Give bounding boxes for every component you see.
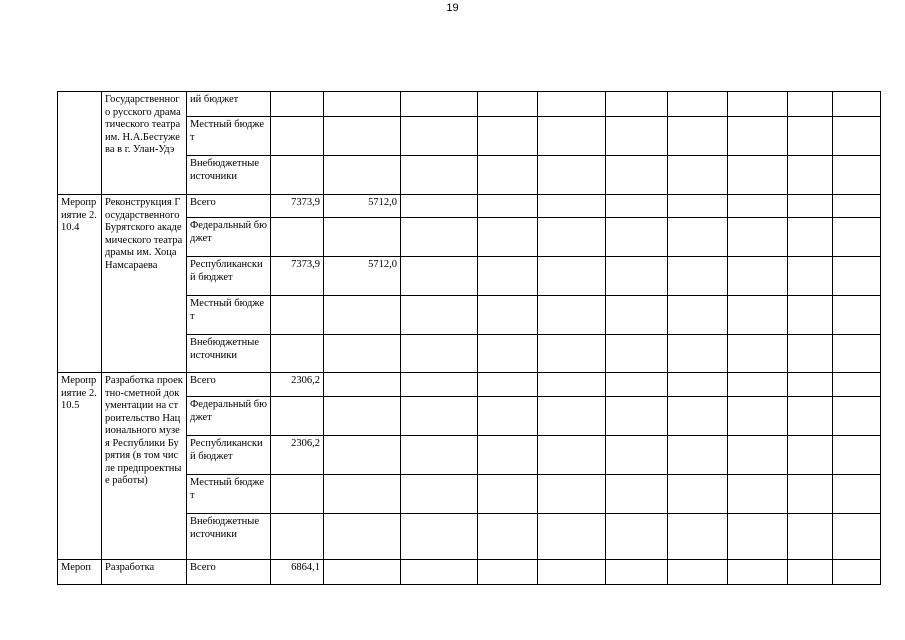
empty-cell xyxy=(606,92,668,117)
empty-cell xyxy=(401,195,478,218)
event-name-cell: Разработка проектно-сметной документации на строительство Национального музея Республики Бурятия (в том числе предпроектные работы) xyxy=(102,373,187,560)
empty-cell xyxy=(788,397,833,436)
empty-cell xyxy=(606,117,668,156)
value-cell xyxy=(324,218,401,257)
event-code-cell: Мероп xyxy=(58,560,102,585)
empty-cell xyxy=(401,92,478,117)
empty-cell xyxy=(788,475,833,514)
empty-cell xyxy=(668,296,728,335)
empty-cell xyxy=(833,92,881,117)
empty-cell xyxy=(606,514,668,560)
empty-cell xyxy=(478,514,538,560)
empty-cell xyxy=(668,373,728,397)
source-cell: Местный бюджет xyxy=(187,117,271,156)
budget-table xyxy=(57,91,881,585)
empty-cell xyxy=(728,436,788,475)
value-cell xyxy=(324,117,401,156)
empty-cell xyxy=(833,397,881,436)
value-cell: 6864,1 xyxy=(271,560,324,585)
empty-cell xyxy=(401,560,478,585)
empty-cell xyxy=(668,436,728,475)
source-cell: Всего xyxy=(187,373,271,397)
source-cell: Всего xyxy=(187,560,271,585)
empty-cell xyxy=(401,156,478,195)
event-name-cell: Разработка xyxy=(102,560,187,585)
empty-cell xyxy=(538,335,606,373)
event-code-cell: Мероприятие 2.10.4 xyxy=(58,195,102,373)
empty-cell xyxy=(668,335,728,373)
value-cell: 2306,2 xyxy=(271,373,324,397)
value-cell xyxy=(271,475,324,514)
value-cell xyxy=(271,117,324,156)
empty-cell xyxy=(478,195,538,218)
empty-cell xyxy=(478,296,538,335)
empty-cell xyxy=(788,335,833,373)
source-cell: Республиканский бюджет xyxy=(187,257,271,296)
empty-cell xyxy=(833,335,881,373)
empty-cell xyxy=(401,475,478,514)
empty-cell xyxy=(606,195,668,218)
empty-cell xyxy=(478,92,538,117)
value-cell xyxy=(271,218,324,257)
source-cell: Внебюджетные источники xyxy=(187,156,271,195)
empty-cell xyxy=(788,436,833,475)
empty-cell xyxy=(606,560,668,585)
value-cell xyxy=(324,436,401,475)
empty-cell xyxy=(538,218,606,257)
empty-cell xyxy=(401,397,478,436)
empty-cell xyxy=(728,257,788,296)
page-number: 19 xyxy=(446,2,459,14)
source-cell: Всего xyxy=(187,195,271,218)
empty-cell xyxy=(668,397,728,436)
empty-cell xyxy=(538,514,606,560)
empty-cell xyxy=(728,475,788,514)
event-code-cell: Мероприятие 2.10.5 xyxy=(58,373,102,560)
empty-cell xyxy=(788,218,833,257)
value-cell xyxy=(324,92,401,117)
value-cell xyxy=(271,156,324,195)
empty-cell xyxy=(478,475,538,514)
empty-cell xyxy=(833,560,881,585)
empty-cell xyxy=(538,92,606,117)
empty-cell xyxy=(538,373,606,397)
value-cell xyxy=(324,560,401,585)
table-row xyxy=(58,195,881,218)
empty-cell xyxy=(538,195,606,218)
empty-cell xyxy=(788,560,833,585)
empty-cell xyxy=(401,117,478,156)
empty-cell xyxy=(728,92,788,117)
source-cell: Местный бюджет xyxy=(187,475,271,514)
empty-cell xyxy=(401,436,478,475)
empty-cell xyxy=(833,156,881,195)
empty-cell xyxy=(401,373,478,397)
value-cell xyxy=(324,475,401,514)
value-cell xyxy=(324,156,401,195)
empty-cell xyxy=(728,117,788,156)
value-cell xyxy=(271,397,324,436)
empty-cell xyxy=(788,156,833,195)
empty-cell xyxy=(668,475,728,514)
empty-cell xyxy=(833,257,881,296)
empty-cell xyxy=(788,373,833,397)
empty-cell xyxy=(478,436,538,475)
empty-cell xyxy=(833,218,881,257)
empty-cell xyxy=(538,475,606,514)
value-cell xyxy=(324,514,401,560)
value-cell xyxy=(271,92,324,117)
table-row xyxy=(58,373,881,397)
value-cell: 5712,0 xyxy=(324,195,401,218)
empty-cell xyxy=(606,296,668,335)
empty-cell xyxy=(478,156,538,195)
empty-cell xyxy=(668,218,728,257)
event-name-cell: Государственного русского драматического театра им. Н.А.Бестужева в г. Улан-Удэ xyxy=(102,92,187,195)
table-row xyxy=(58,92,881,117)
empty-cell xyxy=(401,296,478,335)
value-cell xyxy=(324,335,401,373)
empty-cell xyxy=(401,335,478,373)
empty-cell xyxy=(478,373,538,397)
empty-cell xyxy=(833,436,881,475)
empty-cell xyxy=(833,514,881,560)
empty-cell xyxy=(728,296,788,335)
empty-cell xyxy=(788,92,833,117)
empty-cell xyxy=(668,514,728,560)
value-cell xyxy=(324,373,401,397)
empty-cell xyxy=(401,257,478,296)
source-cell: Федеральный бюджет xyxy=(187,218,271,257)
empty-cell xyxy=(728,560,788,585)
empty-cell xyxy=(538,296,606,335)
empty-cell xyxy=(833,475,881,514)
value-cell xyxy=(271,514,324,560)
value-cell: 2306,2 xyxy=(271,436,324,475)
empty-cell xyxy=(606,335,668,373)
empty-cell xyxy=(401,514,478,560)
table-row xyxy=(58,560,881,585)
empty-cell xyxy=(401,218,478,257)
empty-cell xyxy=(728,156,788,195)
empty-cell xyxy=(478,218,538,257)
source-cell: Внебюджетные источники xyxy=(187,335,271,373)
value-cell: 7373,9 xyxy=(271,195,324,218)
empty-cell xyxy=(538,560,606,585)
empty-cell xyxy=(538,117,606,156)
empty-cell xyxy=(728,397,788,436)
value-cell: 5712,0 xyxy=(324,257,401,296)
empty-cell xyxy=(728,373,788,397)
value-cell xyxy=(324,296,401,335)
value-cell xyxy=(271,296,324,335)
source-cell: Республиканский бюджет xyxy=(187,436,271,475)
empty-cell xyxy=(833,195,881,218)
source-cell: Федеральный бюджет xyxy=(187,397,271,436)
value-cell xyxy=(324,397,401,436)
empty-cell xyxy=(728,195,788,218)
empty-cell xyxy=(788,195,833,218)
empty-cell xyxy=(606,218,668,257)
empty-cell xyxy=(668,560,728,585)
empty-cell xyxy=(728,218,788,257)
event-name-cell: Реконструкция Государственного Бурятского академического театра драмы им. Хоца Намсараева xyxy=(102,195,187,373)
empty-cell xyxy=(833,117,881,156)
empty-cell xyxy=(478,117,538,156)
empty-cell xyxy=(606,257,668,296)
empty-cell xyxy=(606,397,668,436)
source-cell: ий бюджет xyxy=(187,92,271,117)
empty-cell xyxy=(728,514,788,560)
empty-cell xyxy=(668,257,728,296)
empty-cell xyxy=(606,373,668,397)
event-code-cell xyxy=(58,92,102,195)
empty-cell xyxy=(538,436,606,475)
source-cell: Местный бюджет xyxy=(187,296,271,335)
empty-cell xyxy=(788,296,833,335)
empty-cell xyxy=(833,296,881,335)
empty-cell xyxy=(728,335,788,373)
empty-cell xyxy=(788,257,833,296)
empty-cell xyxy=(668,92,728,117)
empty-cell xyxy=(478,397,538,436)
empty-cell xyxy=(538,257,606,296)
empty-cell xyxy=(788,117,833,156)
empty-cell xyxy=(606,436,668,475)
empty-cell xyxy=(478,560,538,585)
empty-cell xyxy=(478,335,538,373)
empty-cell xyxy=(606,475,668,514)
source-cell: Внебюджетные источники xyxy=(187,514,271,560)
empty-cell xyxy=(668,156,728,195)
empty-cell xyxy=(478,257,538,296)
empty-cell xyxy=(606,156,668,195)
value-cell: 7373,9 xyxy=(271,257,324,296)
empty-cell xyxy=(538,397,606,436)
empty-cell xyxy=(833,373,881,397)
empty-cell xyxy=(788,514,833,560)
empty-cell xyxy=(668,117,728,156)
empty-cell xyxy=(538,156,606,195)
empty-cell xyxy=(668,195,728,218)
value-cell xyxy=(271,335,324,373)
